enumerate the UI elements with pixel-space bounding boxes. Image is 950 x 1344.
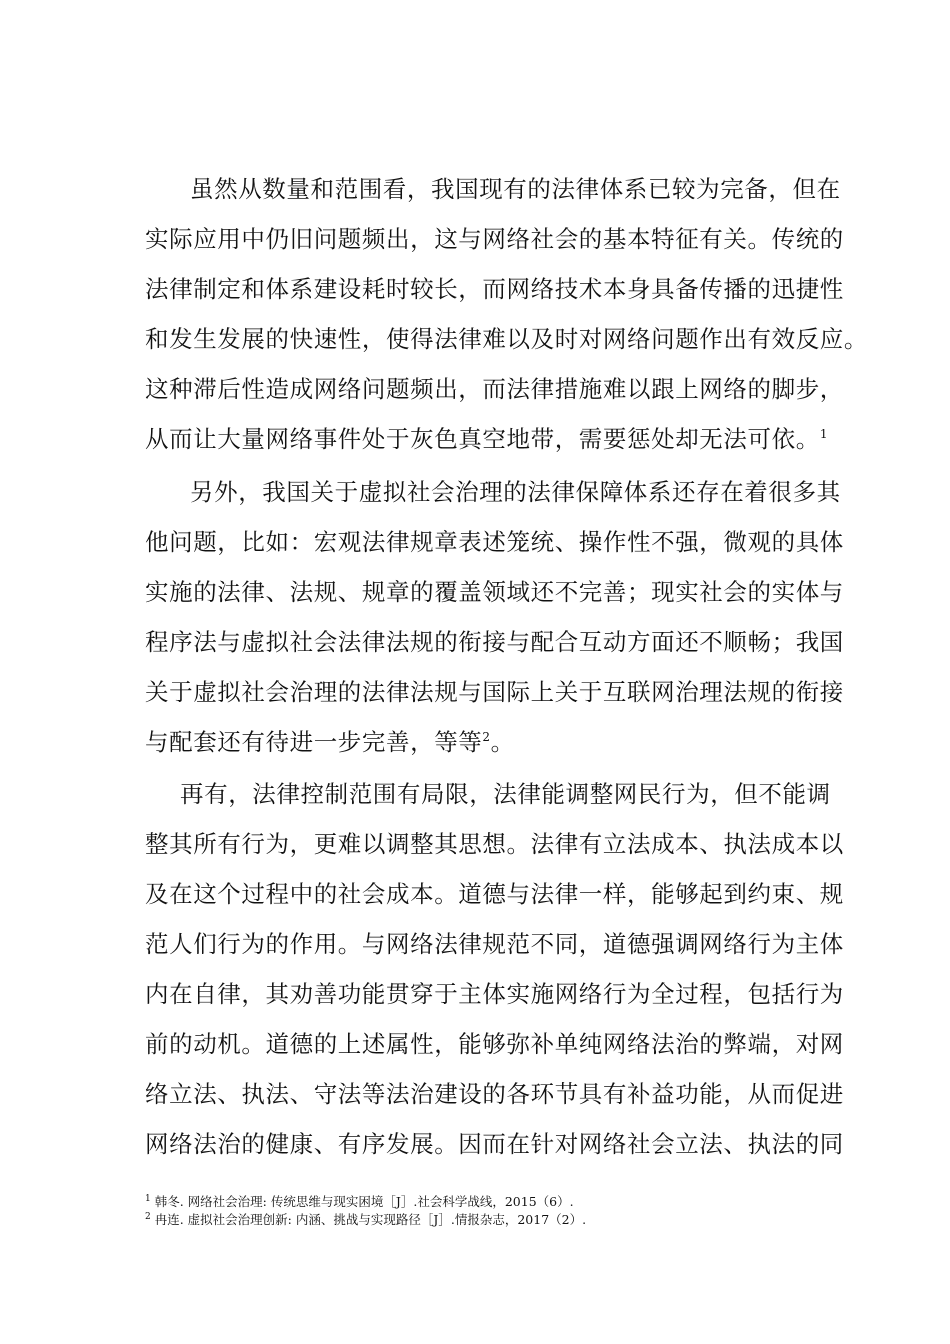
paragraph-2-line-5: 关于虚拟社会治理的法律法规与国际上关于互联网治理法规的衔接 <box>145 678 844 706</box>
paragraph-3-line-3: 及在这个过程中的社会成本。道德与法律一样，能够起到约束、规 <box>145 880 844 908</box>
paragraph-3-line-8: 网络法治的健康、有序发展。因而在针对网络社会立法、执法的同 <box>145 1130 844 1158</box>
footnote-2 <box>145 1212 825 1228</box>
paragraph-3-line-5: 内在自律，其劝善功能贯穿于主体实施网络行为全过程，包括行为 <box>145 980 844 1008</box>
paragraph-2-line-3: 实施的法律、法规、规章的覆盖领域还不完善；现实社会的实体与 <box>145 578 844 606</box>
footnote-2-text: 冉连. 虚拟社会治理创新: 内涵、挑战与实现路径［J］.情报杂志，2017（2）. <box>154 1212 587 1227</box>
footnote-ref-2[interactable]: 2 <box>482 730 491 745</box>
paragraph-2-line-6-text: 与配套还有待进一步完善，等等 <box>145 728 483 756</box>
paragraph-2-line-1: 另外，我国关于虚拟社会治理的法律保障体系还存在着很多其 <box>190 478 841 506</box>
paragraph-1-line-1: 虽然从数量和范围看，我国现有的法律体系已较为完备，但在 <box>190 175 841 203</box>
paragraph-1-line-6-text: 从而让大量网络事件处于灰色真空地带，需要惩处却无法可依。 <box>145 425 820 453</box>
footnote-1-number: 1 <box>145 1193 151 1204</box>
paragraph-2-line-4: 程序法与虚拟社会法律法规的衔接与配合互动方面还不顺畅；我国 <box>145 628 844 656</box>
paragraph-2-line-2: 他问题，比如：宏观法律规章表述笼统、操作性不强，微观的具体 <box>145 528 844 556</box>
footnote-2-number: 2 <box>145 1211 151 1222</box>
paragraph-1-line-5: 这种滞后性造成网络问题频出，而法律措施难以跟上网络的脚步， <box>145 375 844 403</box>
paragraph-3-line-7: 络立法、执法、守法等法治建设的各环节具有补益功能，从而促进 <box>145 1080 844 1108</box>
footnote-ref-1[interactable]: 1 <box>819 427 829 442</box>
paragraph-1-line-2: 实际应用中仍旧问题频出，这与网络社会的基本特征有关。传统的 <box>145 225 844 253</box>
paragraph-3-line-1: 再有，法律控制范围有局限，法律能调整网民行为，但不能调 <box>180 780 831 808</box>
footnote-1-text: 韩冬. 网络社会治理: 传统思维与现实困境［J］.社会科学战线，2015（6）. <box>154 1194 574 1209</box>
paragraph-3-line-2: 整其所有行为，更难以调整其思想。法律有立法成本、执法成本以 <box>145 830 844 858</box>
paragraph-2-line-6 <box>145 727 825 757</box>
footnote-1 <box>145 1194 825 1210</box>
paragraph-1-line-4: 和发生发展的快速性，使得法律难以及时对网络问题作出有效反应。 <box>145 325 868 353</box>
paragraph-3-line-6: 前的动机。道德的上述属性，能够弥补单纯网络法治的弊端，对网 <box>145 1030 844 1058</box>
paragraph-2-tail: 。 <box>490 728 515 756</box>
paragraph-3-line-4: 范人们行为的作用。与网络法律规范不同，道德强调网络行为主体 <box>145 930 844 958</box>
paragraph-1-line-6 <box>145 424 829 454</box>
paragraph-1-line-3: 法律制定和体系建设耗时较长，而网络技术本身具备传播的迅捷性 <box>145 275 844 303</box>
